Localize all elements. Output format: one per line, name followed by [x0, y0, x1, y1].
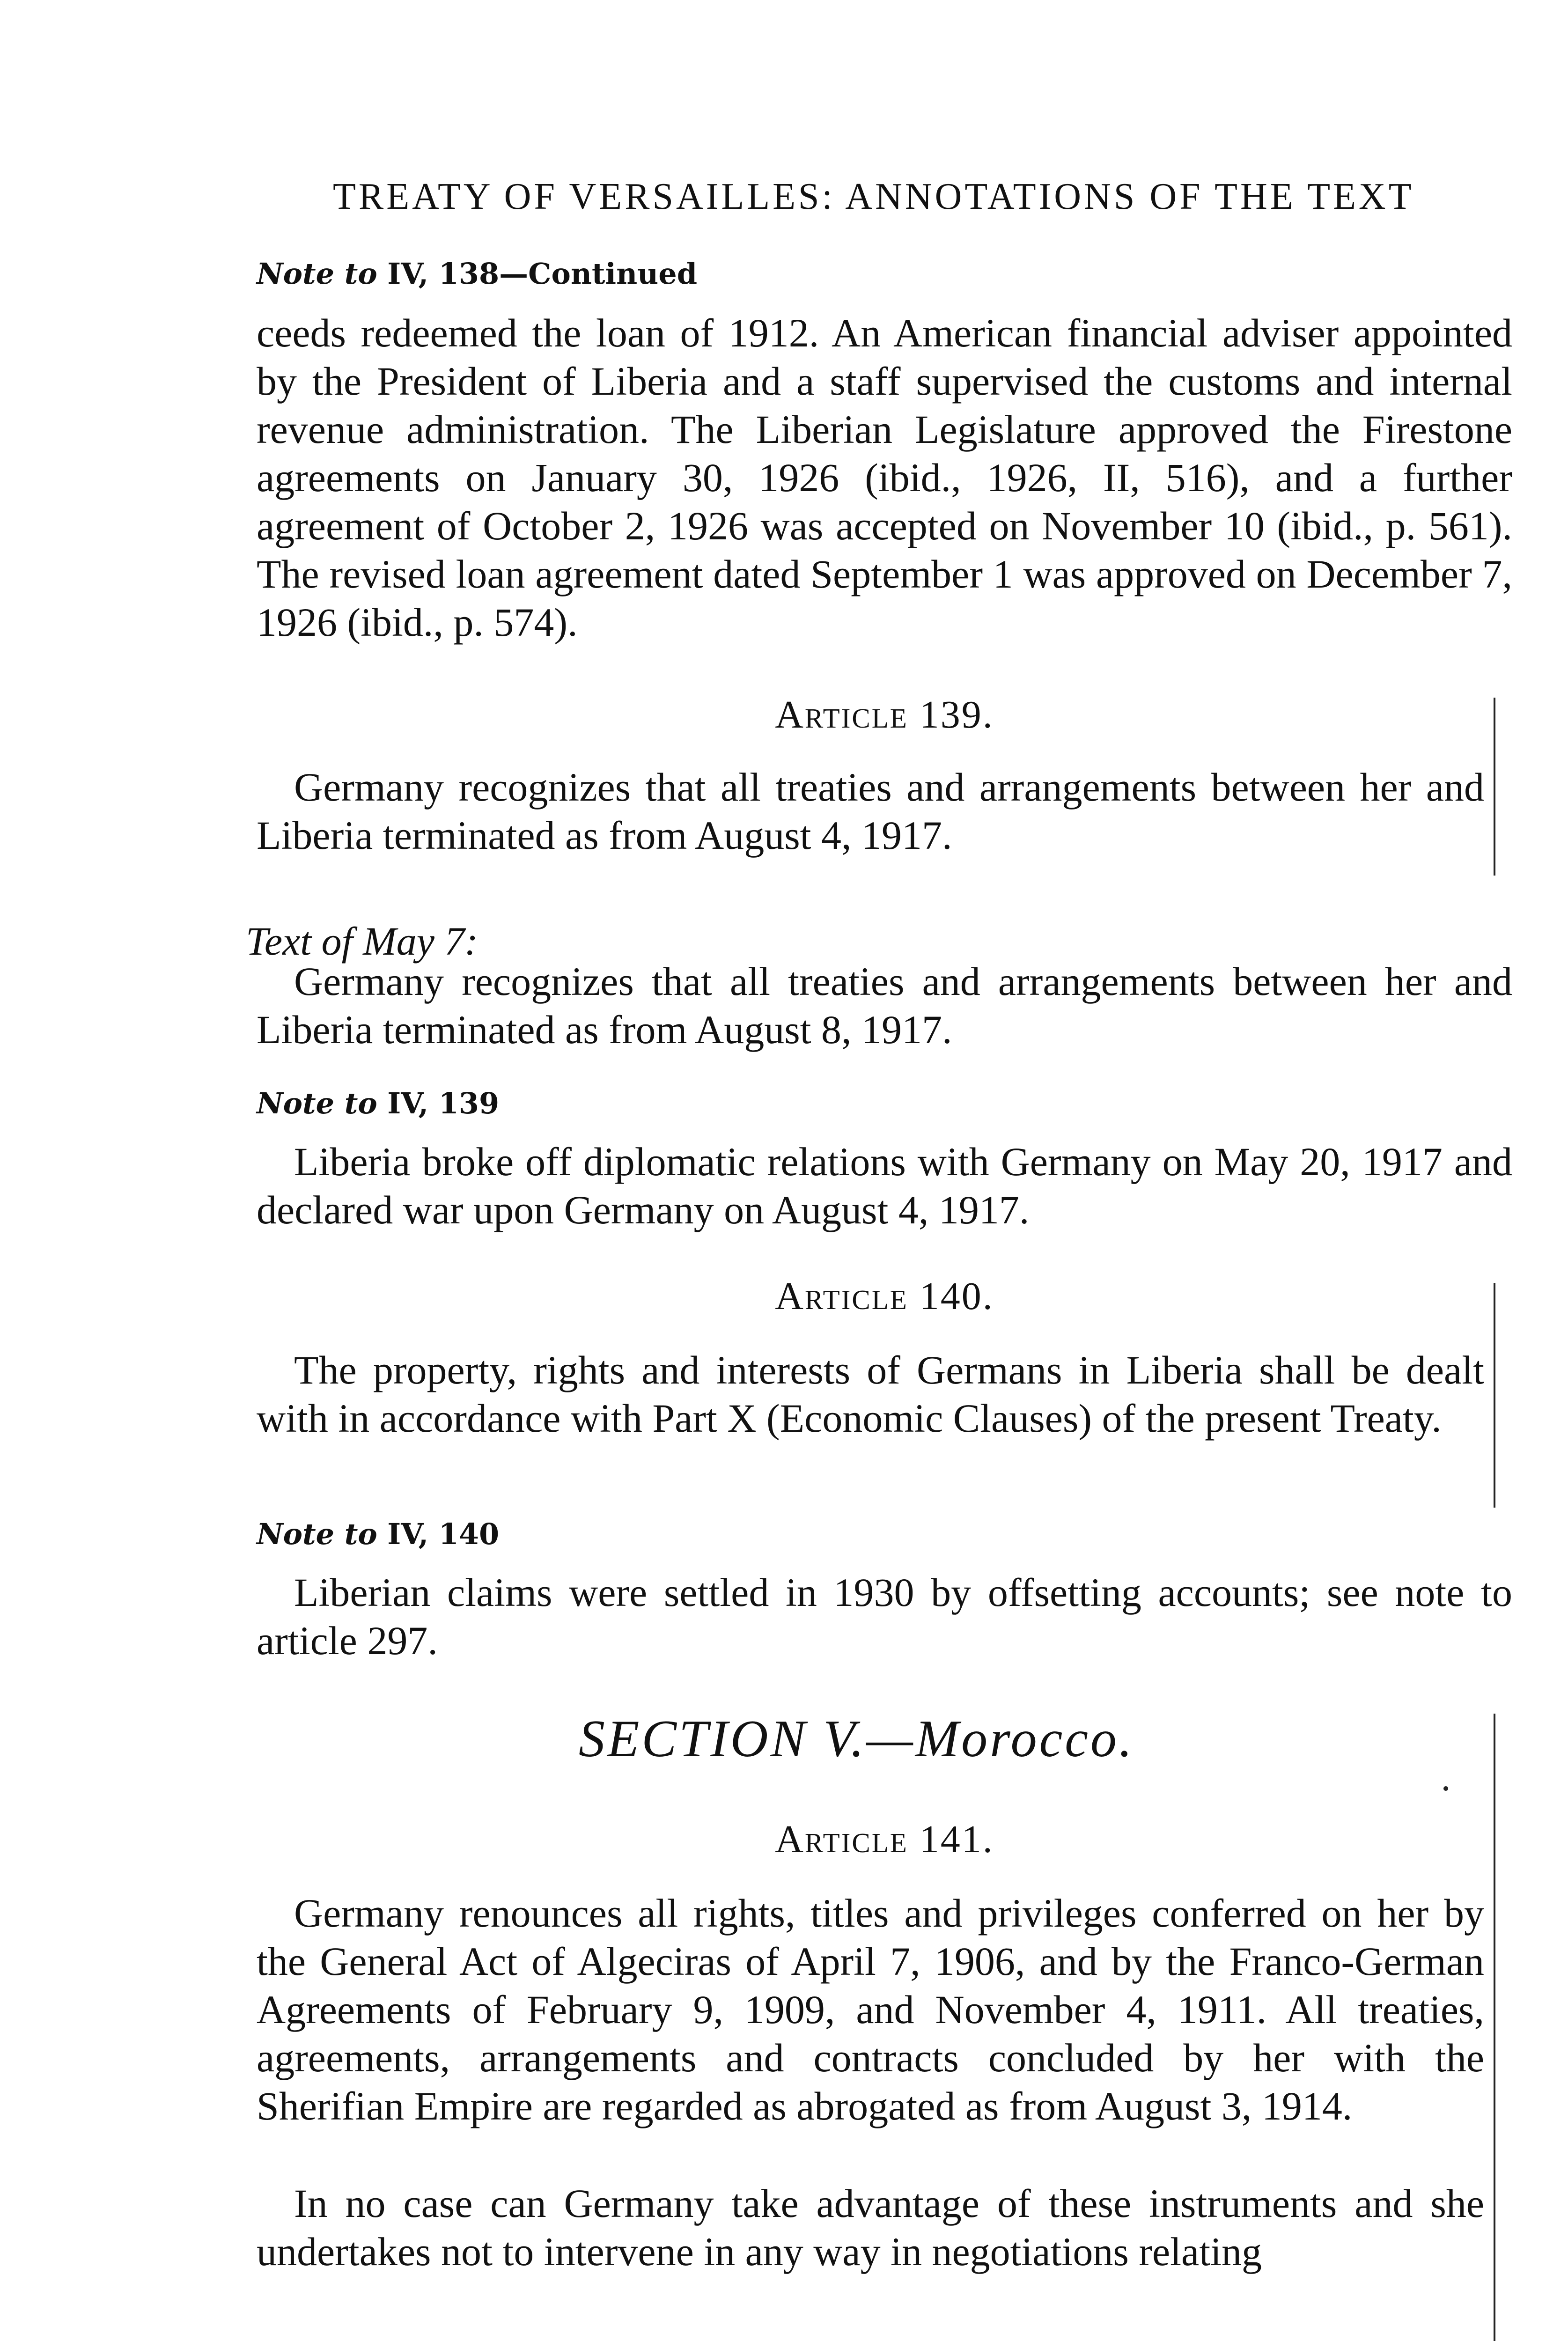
note-label-prefix: Note to [257, 257, 377, 291]
note-label-prefix: Note to [257, 1086, 377, 1120]
section-v-title: SECTION V.—Morocco. [579, 1710, 1134, 1768]
article-141-para-1: Germany renounces all rights, titles and privileges conferred on her by the General Act of Algeciras of April 7, 1906, and by the Franco-German Agreements of February 9, 1909, and November 4, 1911. All treaties, agreements, arrangements and contracts concluded by her with the Sherifian Empire are regarded as abrogated as from August 3, 1914. [257, 1891, 1484, 2128]
article-141-para-2: In no case can Germany take advantage of these instruments and she undertakes not to intervene in any way in negotiations relating [257, 2181, 1484, 2274]
margin-bar [1494, 698, 1495, 876]
text-of-may-7: Germany recognizes that all treaties and arrangements between her and Liberia terminated as from August 8, 1917. [257, 959, 1512, 1052]
running-header: TREATY OF VERSAILLES: ANNOTATIONS OF THE TEXT [333, 176, 1414, 217]
note-139-text: Liberia broke off diplomatic relations with Germany on May 20, 1917 and declared war upon Germany on August 4, 1917. [257, 1139, 1512, 1232]
margin-bar [1494, 1283, 1495, 1508]
note-138-continued-text: ceeds redeemed the loan of 1912. An American financial adviser appointed by the President of Liberia and a staff supervised the customs and internal revenue administration. The Liberian Legislature approved the Firestone agreements on January 30, 1926 (ibid., 1926, II, 516), and a further agreement of October 2, 1926 was accepted on November 10 (ibid., p. 561). The revised loan agreement dated September 1 was approved on December 7, 1926 (ibid., p. 574). [257, 310, 1512, 645]
note-label-ref: IV, 138—Continued [387, 257, 698, 291]
marginal-dot [1443, 1786, 1448, 1791]
note-label-ref: IV, 139 [387, 1086, 500, 1120]
article-140-heading: Article 140. [775, 1274, 994, 1318]
note-label-138 [257, 257, 697, 291]
article-139-text: Germany recognizes that all treaties and arrangements between her and Liberia terminated as from August 4, 1917. [257, 765, 1484, 858]
article-139-heading: Article 139. [775, 693, 994, 736]
note-label-prefix: Note to [257, 1517, 377, 1551]
note-label-139 [257, 1086, 499, 1120]
article-140-text: The property, rights and interests of Germans in Liberia shall be dealt with in accordance with Part X (Economic Clauses) of the present Treaty. [257, 1347, 1484, 1441]
note-label-ref: IV, 140 [387, 1517, 500, 1551]
margin-bar [1494, 1714, 1495, 2341]
article-141-heading: Article 141. [775, 1818, 994, 1861]
note-label-140 [257, 1517, 499, 1551]
note-140-text: Liberian claims were settled in 1930 by offsetting accounts; see note to article 297. [257, 1570, 1512, 1663]
text-of-may-7-label: Text of May 7: [246, 919, 478, 964]
